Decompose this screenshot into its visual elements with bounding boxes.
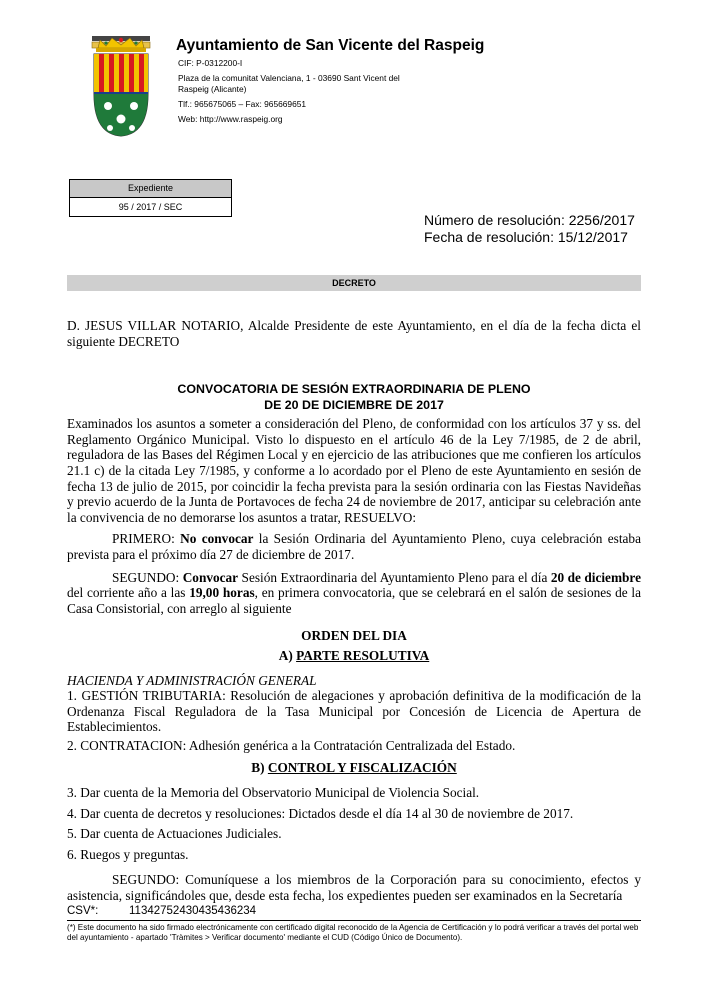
agenda-item-2: 2. CONTRATACION: Adhesión genérica a la Contratación Centralizada del Estado.: [67, 737, 516, 753]
primero-paragraph: [67, 531, 641, 562]
primero-label: PRIMERO:: [112, 531, 181, 547]
section-a-title: PARTE RESOLUTIVA: [296, 647, 430, 663]
resolution-number: Número de resolución: 2256/2017: [424, 212, 635, 228]
primero-bold: No convocar: [180, 531, 254, 547]
address-line-2: Raspeig (Alicante): [178, 84, 247, 94]
agenda-item-4: 4. Dar cuenta de decretos y resoluciones: Dictados desde el día 14 al 30 de noviembre de 2017.: [67, 805, 574, 821]
address-line-1: Plaza de la comunitat Valenciana, 1 - 03690 Sant Vicent del: [178, 73, 400, 83]
agenda-item-5: 5. Dar cuenta de Actuaciones Judiciales.: [67, 826, 282, 842]
csv-value: 11342752430435436234: [129, 905, 257, 917]
section-b-title: CONTROL Y FISCALIZACIÓN: [267, 760, 457, 776]
orden-del-dia-title: ORDEN DEL DIA: [301, 628, 407, 644]
organization-name: Ayuntamiento de San Vicente del Raspeig: [176, 37, 485, 54]
segundo-text-3: , en primera convocatoria, que se celebrará en el salón de sesiones de la Casa Consistorial, con arreglo al siguiente: [67, 585, 641, 616]
website-text: Web: http://www.raspeig.org: [178, 114, 283, 124]
expediente-box: [69, 179, 232, 217]
segundo-bold-3: 19,00 horas: [189, 585, 255, 601]
segundo-text-1: Sesión Extraordinaria del Ayuntamiento Pleno para el día: [238, 569, 551, 585]
section-a-heading: [67, 648, 641, 664]
agenda-item-6: 6. Ruegos y preguntas.: [67, 846, 189, 862]
csv-line: [67, 905, 641, 917]
footer-note: (*) Este documento ha sido firmado electrónicamente con certificado digital reconocido de la Agencia de Certificación y lo podrá verificar a través del portal web del ayuntamiento - apartado 'Tràmites > Verificar documento' mediante el CUD (Código Único de Documento).: [67, 923, 639, 943]
hacienda-heading: HACIENDA Y ADMINISTRACIÓN GENERAL: [67, 672, 317, 688]
document-body: [67, 318, 641, 904]
resolution-date: Fecha de resolución: 15/12/2017: [424, 229, 628, 245]
csv-label: CSV*:: [67, 905, 99, 917]
cif-text: CIF: P-0312200-I: [178, 58, 243, 68]
agenda-item-1: 1. GESTIÓN TRIBUTARIA: Resolución de alegaciones y aprobación definitiva de la modificación de la Ordenanza Fiscal Reguladora de la Tasa Municipal por Concesión de Licencia de Apertura de Establecimientos.: [67, 688, 641, 735]
agenda-item-3: 3. Dar cuenta de la Memoria del Observatorio Municipal de Violencia Social.: [67, 785, 480, 801]
decreto-banner: DECRETO: [67, 275, 641, 291]
segundo-bold-2: 20 de diciembre: [550, 569, 641, 585]
intro-paragraph: D. JESUS VILLAR NOTARIO, Alcalde Presidente de este Ayuntamiento, en el día de la fecha dicta el siguiente DECRETO: [67, 318, 641, 349]
municipal-crest-icon: [86, 36, 156, 138]
examination-paragraph: Examinados los asuntos a someter a consideración del Pleno, de conformidad con los artículos 37 y ss. del Reglamento Orgánico Municipal. Visto lo dispuesto en el artículo 46 de la Ley 7/1985, de 2 de abril, reguladora de las Bases del Régimen Local y en ejercicio de las atribuciones que me confieren los artículos 21.1 c) de la citada Ley 7/1985, y conforme a lo acordado por el Pleno de este Ayuntamiento en sesión de fecha 13 de julio de 2015, por coincidir la fecha prevista para la sesión ordinaria con las Fiestas Navideñas y previo acuerdo de la Junta de Portavoces de fecha 24 de noviembre de 2017, anticipar su celebración ante la convivencia de no demorarse los asuntos a tratar, RESUELVO:: [67, 416, 641, 525]
convocatoria-title-line-2: DE 20 DE DICIEMBRE DE 2017: [264, 398, 444, 413]
section-b-prefix: B): [251, 760, 268, 776]
footer-divider: [67, 920, 641, 921]
primero-rest: la Sesión Ordinaria del Ayuntamiento Pleno, cuya celebración estaba prevista para el próximo día 27 de diciembre de 2017.: [67, 531, 641, 562]
section-a-prefix: A): [278, 647, 297, 663]
segundo-bold-1: Convocar: [182, 569, 239, 585]
convocatoria-title-line-1: CONVOCATORIA DE SESIÓN EXTRAORDINARIA DE PLENO: [177, 382, 531, 397]
section-b-heading: [67, 760, 641, 776]
expediente-label: Expediente: [70, 180, 231, 198]
phone-fax-text: Tlf.: 965675065 – Fax: 965669651: [178, 99, 307, 109]
segundo-label: SEGUNDO:: [112, 569, 183, 585]
expediente-value: 95 / 2017 / SEC: [118, 202, 183, 212]
segundo-text-2: del corriente año a las: [67, 585, 190, 601]
segundo-paragraph: [67, 570, 641, 617]
segundo-final-paragraph: SEGUNDO: Comuníquese a los miembros de la Corporación para su conocimiento, efectos y asistencia, significándoles que, desde esta fecha, los expedientes pueden ser examinados en la Secretaría: [67, 872, 641, 904]
